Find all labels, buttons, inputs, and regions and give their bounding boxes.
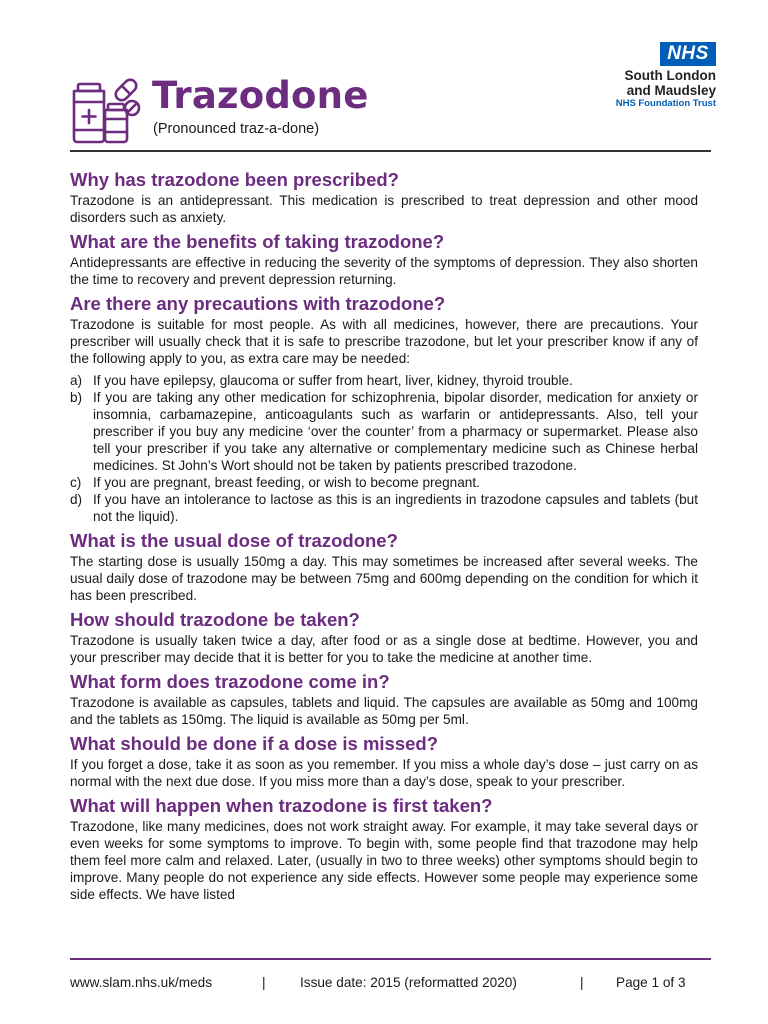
section-benefits bbox=[70, 230, 698, 288]
section-heading: What form does trazodone come in? bbox=[70, 671, 390, 692]
list-marker: a) bbox=[70, 373, 83, 388]
section-paragraph: Trazodone is available as capsules, tablets and liquid. The capsules are available as 50mg and 100mg and the tablets as 150mg. The liquid is available as 50mg per 5ml. bbox=[70, 695, 698, 727]
list-marker: b) bbox=[70, 390, 83, 405]
header-divider bbox=[70, 150, 711, 152]
section-paragraph: If you forget a dose, take it as soon as you remember. If you miss a whole day’s dose – just carry on as normal with the next due dose. If you miss more than a day’s dose, speak to your prescriber. bbox=[70, 757, 698, 789]
list-marker: c) bbox=[70, 475, 82, 490]
section-heading: Why has trazodone been prescribed? bbox=[70, 169, 399, 190]
footer-url-link[interactable]: www.slam.nhs.uk/meds bbox=[70, 975, 213, 990]
footer-separator: | bbox=[580, 975, 584, 990]
list-item-text: If you are pregnant, breast feeding, or wish to become pregnant. bbox=[93, 475, 480, 490]
footer-issue-date: Issue date: 2015 (reformatted 2020) bbox=[300, 975, 517, 990]
section-paragraph: Trazodone, like many medicines, does not work straight away. For example, it may take several days or even weeks for some symptoms to improve. To begin with, some people find that trazodone may help them feel more calm and relaxed. Later, (usually in two to three weeks) other symptoms should begin to improve. Many people do not experience any side effects. However some people may experience some side effects. We have listed bbox=[70, 819, 698, 902]
section-heading: What are the benefits of taking trazodone? bbox=[70, 231, 445, 252]
footer-page-number: Page 1 of 3 bbox=[616, 975, 686, 990]
section-missed-dose bbox=[70, 732, 698, 790]
section-heading: What is the usual dose of trazodone? bbox=[70, 530, 398, 551]
section-paragraph: Trazodone is usually taken twice a day, after food or as a single dose at bedtime. However, you and your prescriber may decide that it is better for you to take the medicine at another time. bbox=[70, 633, 698, 665]
footer-divider bbox=[70, 958, 711, 960]
trust-name-line-2: and Maudsley bbox=[626, 83, 716, 98]
section-first-taken bbox=[70, 794, 698, 903]
section-paragraph: Trazodone is an antidepressant. This medication is prescribed to treat depression and other mood disorders such as anxiety. bbox=[70, 193, 698, 225]
document-body bbox=[70, 168, 698, 907]
section-heading: What should be done if a dose is missed? bbox=[70, 733, 438, 754]
footer-separator: | bbox=[262, 975, 266, 990]
section-how-taken bbox=[70, 608, 698, 666]
section-heading: How should trazodone be taken? bbox=[70, 609, 360, 630]
trust-name bbox=[625, 68, 716, 98]
list-item bbox=[70, 474, 698, 491]
section-heading: Are there any precautions with trazodone? bbox=[70, 293, 446, 314]
section-form bbox=[70, 670, 698, 728]
section-paragraph: Antidepressants are effective in reducing the severity of the symptoms of depression. They also shorten the time to recovery and prevent depression returning. bbox=[70, 255, 698, 287]
trust-name-line-1: South London bbox=[624, 68, 716, 83]
list-marker: d) bbox=[70, 492, 83, 507]
section-paragraph: Trazodone is suitable for most people. As with all medicines, however, there are precautions. Your prescriber will usually check that it is safe to prescribe trazodone, but let your prescriber know if any of the following apply to you, as extra care may be needed: bbox=[70, 317, 698, 366]
precautions-list bbox=[70, 372, 698, 525]
list-item-text: If you have epilepsy, glaucoma or suffer from heart, liver, kidney, thyroid trouble. bbox=[93, 373, 573, 388]
list-item bbox=[70, 491, 698, 525]
list-item bbox=[70, 372, 698, 389]
list-item bbox=[70, 389, 698, 474]
section-paragraph: The starting dose is usually 150mg a day. This may sometimes be increased after several weeks. The usual daily dose of trazodone may be between 75mg and 600mg depending on the condition for which it has been prescribed. bbox=[70, 554, 698, 603]
section-heading: What will happen when trazodone is first taken? bbox=[70, 795, 493, 816]
section-why-prescribed bbox=[70, 168, 698, 226]
page-title: Trazodone bbox=[152, 74, 369, 117]
section-usual-dose bbox=[70, 529, 698, 604]
medicine-bottles-icon bbox=[70, 72, 146, 146]
nhs-logo: NHS bbox=[660, 42, 716, 66]
section-precautions bbox=[70, 292, 698, 525]
list-item-text: If you have an intolerance to lactose as this is an ingredients in trazodone capsules and tablets (but not the liquid). bbox=[93, 492, 698, 524]
list-item-text: If you are taking any other medication for schizophrenia, bipolar disorder, medication for anxiety or insomnia, carbamazepine, anticoagulants such as warfarin or antidepressants. Also, tell your prescriber if you buy any medicine ‘over the counter’ from a pharmacy or supermarket. Please also tell your prescriber if you take any alternative or complementary medicine such as Chinese herbal medicines. St John’s Wort should not be taken by patients prescribed trazodone. bbox=[93, 390, 698, 473]
pronunciation-subtitle: (Pronounced traz-a-done) bbox=[153, 121, 320, 137]
trust-subtitle: NHS Foundation Trust bbox=[615, 98, 716, 109]
